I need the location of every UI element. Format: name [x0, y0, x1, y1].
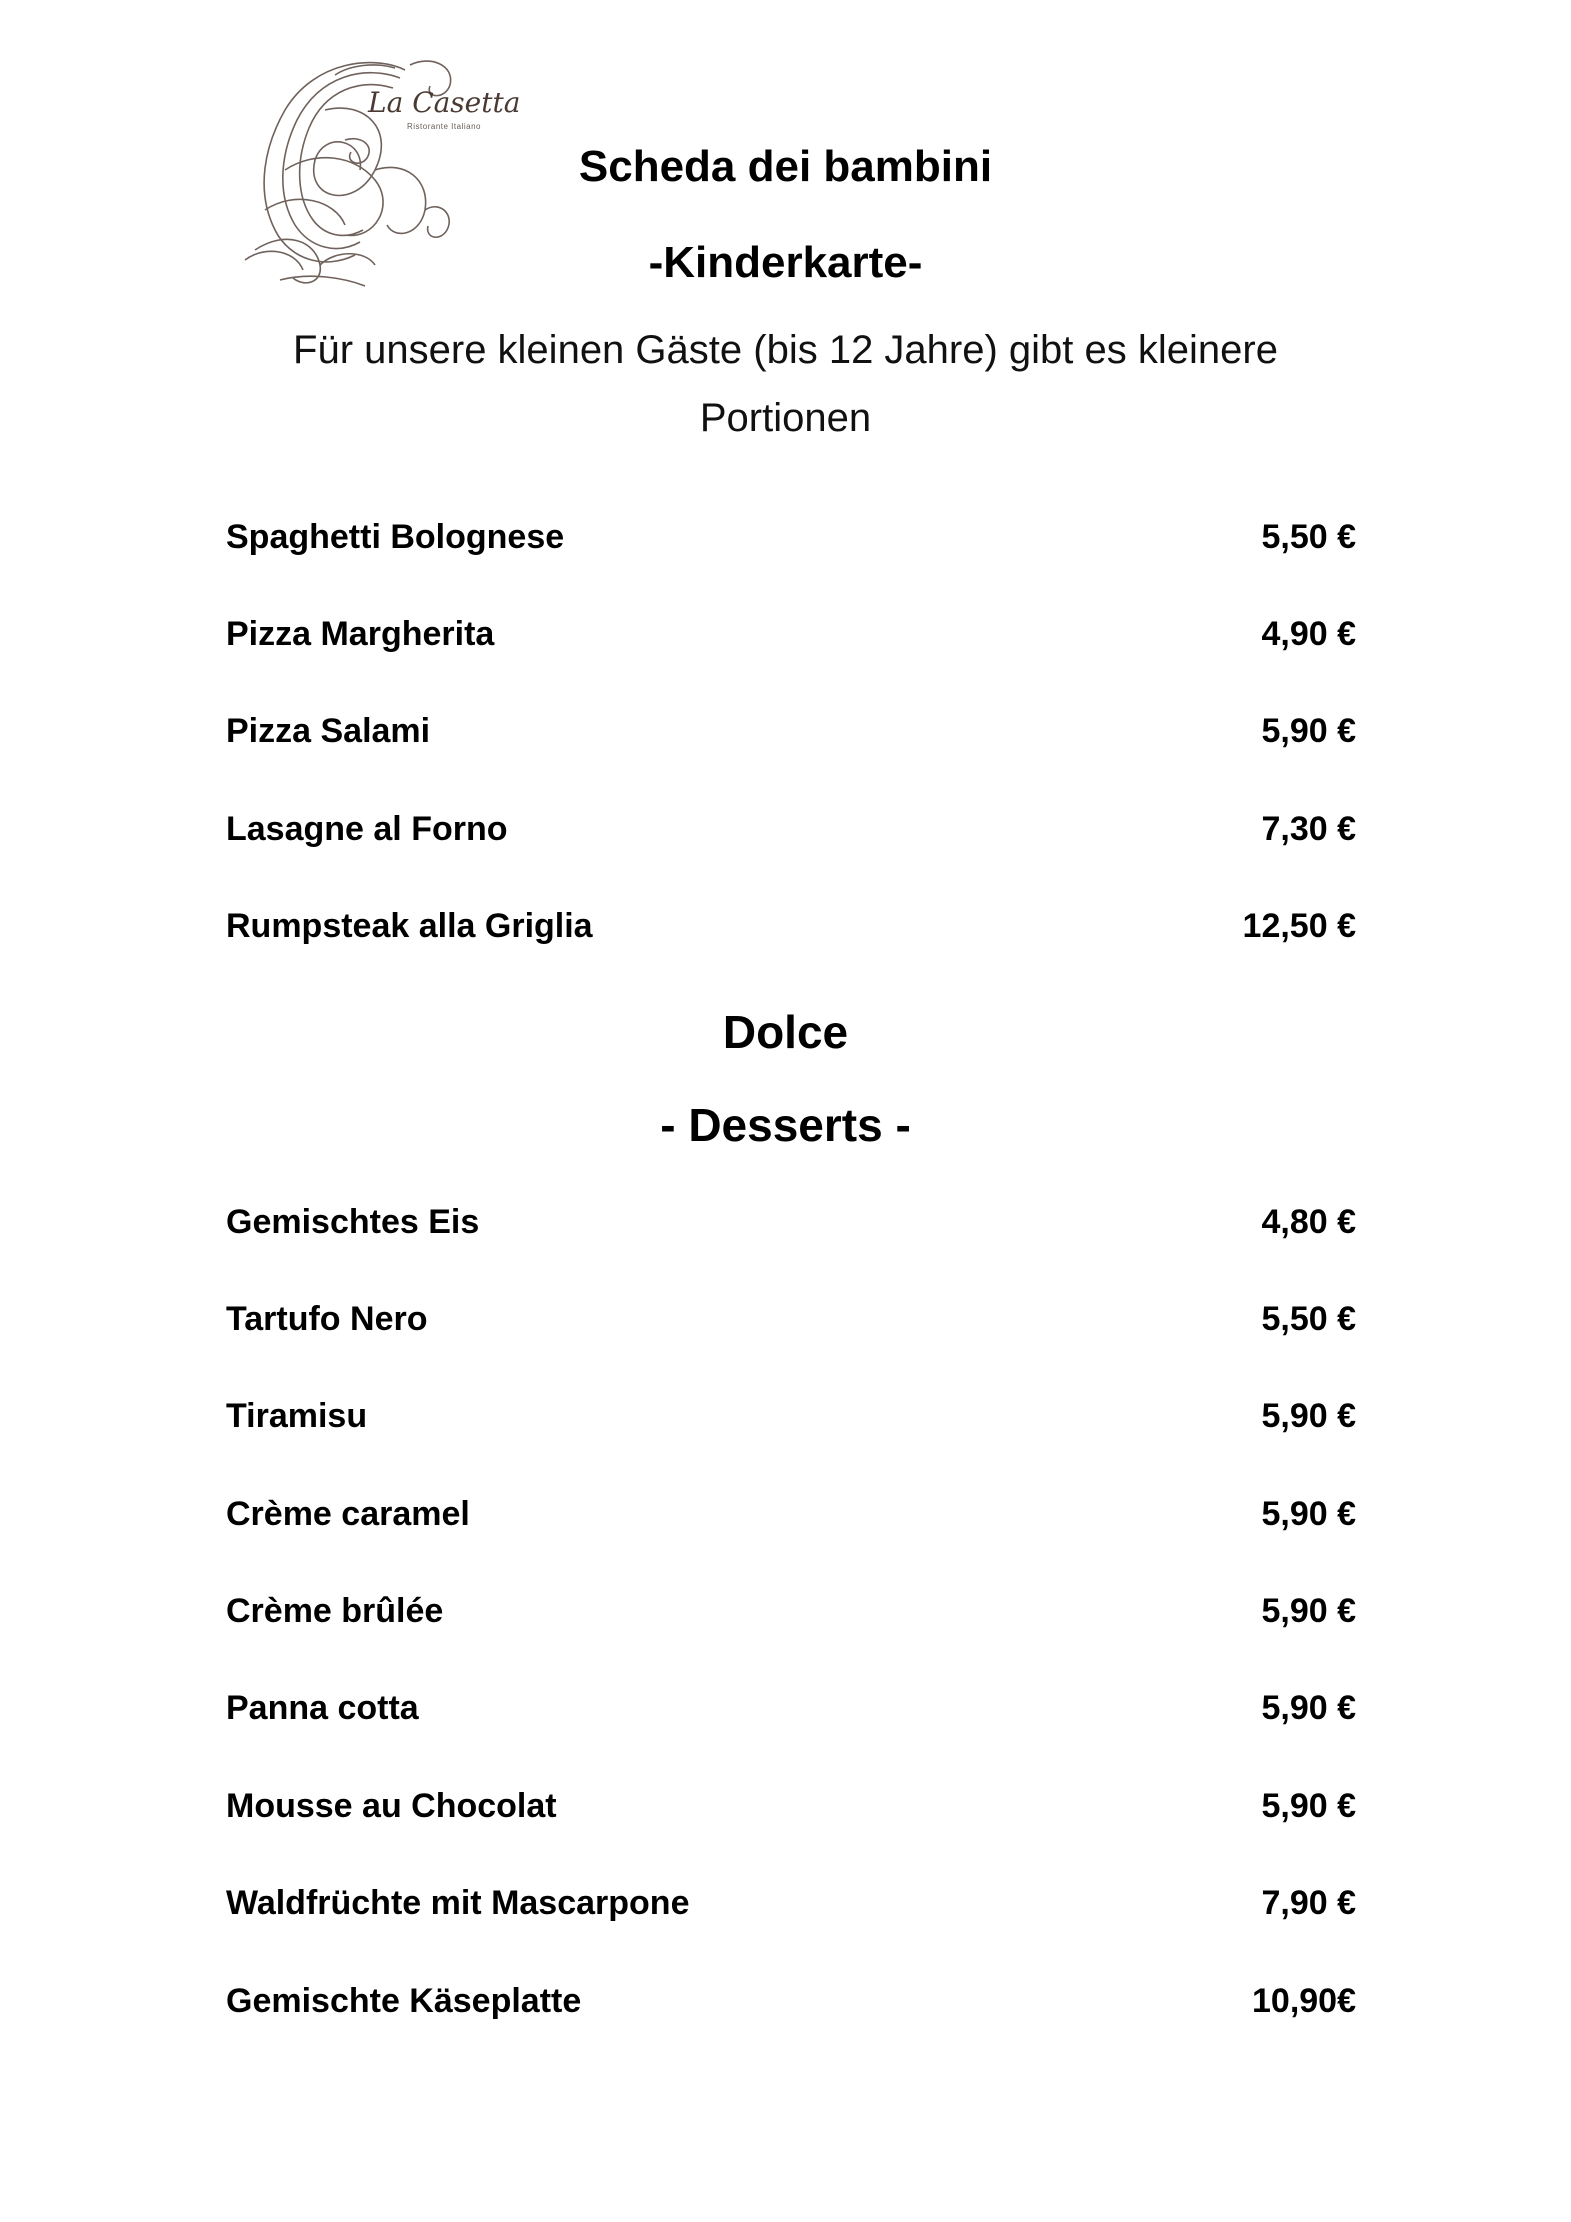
menu-item-price: 7,30 € [1261, 810, 1356, 848]
menu-item-price: 4,80 € [1261, 1203, 1356, 1241]
menu-item-name: Panna cotta [226, 1689, 419, 1727]
menu-item [226, 1787, 1356, 1837]
logo-tagline: Ristorante Italiano [407, 122, 481, 131]
menu-item-price: 7,90 € [1261, 1884, 1356, 1922]
logo-wordmark: La Casetta [368, 86, 521, 119]
menu-item [226, 712, 1356, 762]
menu-item-name: Crème caramel [226, 1495, 470, 1533]
menu-item-name: Spaghetti Bolognese [226, 518, 565, 556]
menu-item-name: Mousse au Chocolat [226, 1787, 557, 1825]
menu-item-price: 5,90 € [1261, 712, 1356, 750]
menu-item [226, 1203, 1356, 1253]
menu-item-price: 5,90 € [1261, 1787, 1356, 1825]
menu-item-name: Waldfrüchte mit Mascarpone [226, 1884, 690, 1922]
menu-item-price: 5,90 € [1261, 1689, 1356, 1727]
menu-item-price: 5,90 € [1261, 1592, 1356, 1630]
page-subtitle: -Kinderkarte- [648, 238, 923, 287]
menu-item-price: 12,50 € [1242, 907, 1356, 945]
page-title: Scheda dei bambini [578, 142, 993, 191]
menu-item-name: Gemischte Käseplatte [226, 1982, 582, 2020]
menu-item [226, 907, 1356, 957]
intro-text-line-2: Portionen [699, 396, 872, 440]
menu-item-price: 4,90 € [1261, 615, 1356, 653]
dessert-section-title: Dolce [722, 1006, 849, 1058]
menu-item-price: 5,90 € [1261, 1495, 1356, 1533]
menu-item-price: 10,90€ [1252, 1982, 1356, 2020]
intro-text-line-1: Für unsere kleinen Gäste (bis 12 Jahre) gibt es kleinere [293, 328, 1278, 372]
menu-item [226, 1300, 1356, 1350]
menu-item [226, 1495, 1356, 1545]
menu-item-price: 5,90 € [1261, 1397, 1356, 1435]
menu-item-name: Pizza Salami [226, 712, 431, 750]
menu-item [226, 1592, 1356, 1642]
menu-item [226, 1982, 1356, 2032]
menu-item [226, 518, 1356, 568]
menu-item-name: Lasagne al Forno [226, 810, 508, 848]
menu-item [226, 810, 1356, 860]
menu-item-price: 5,50 € [1261, 518, 1356, 556]
dessert-section-subtitle: - Desserts - [660, 1099, 911, 1151]
menu-item [226, 1884, 1356, 1934]
menu-item-name: Tiramisu [226, 1397, 368, 1435]
menu-item-name: Pizza Margherita [226, 615, 495, 653]
menu-item-price: 5,50 € [1261, 1300, 1356, 1338]
menu-item [226, 1689, 1356, 1739]
menu-item-name: Crème brûlée [226, 1592, 444, 1630]
menu-item [226, 615, 1356, 665]
menu-item-name: Rumpsteak alla Griglia [226, 907, 593, 945]
menu-item [226, 1397, 1356, 1447]
menu-item-name: Gemischtes Eis [226, 1203, 480, 1241]
menu-item-name: Tartufo Nero [226, 1300, 428, 1338]
